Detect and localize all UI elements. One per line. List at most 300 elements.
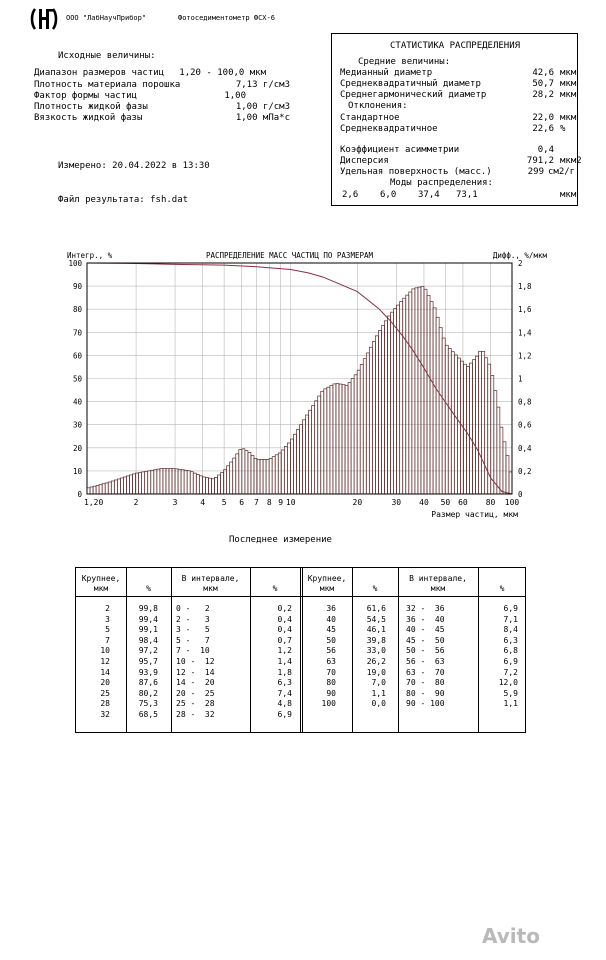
header-coarser-2: мкм [93, 584, 109, 593]
diff-bar [497, 407, 500, 494]
stat-value: 50,7 [532, 79, 554, 89]
table-cell-coarser: 12 [100, 656, 110, 666]
table-cell-interval: 32 - 36 [406, 604, 445, 613]
diff-bar [111, 481, 114, 494]
diff-bar [221, 473, 224, 494]
table-cell-interval: 28 - 32 [176, 709, 215, 719]
diff-bar [403, 298, 406, 494]
stats-title: СТАТИСТИКА РАСПРЕДЕЛЕНИЯ [390, 41, 521, 51]
diff-bar [333, 384, 336, 494]
left-coarser-column [76, 604, 110, 721]
diff-bar [160, 469, 163, 494]
diff-bar [506, 456, 509, 494]
table-cell-pct: 0,0 [371, 699, 386, 709]
input-value: 1,20 - 100,0 мкм [179, 68, 266, 78]
table-cell-pct: 97,2 [138, 646, 158, 656]
table-cell-coarser: 50 [326, 635, 336, 645]
stat-value: 22,0 [532, 113, 554, 123]
input-value: 7,13 г/см3 [235, 80, 290, 90]
diff-bar [424, 289, 427, 494]
diff-bar [245, 451, 248, 494]
result-file: Файл результата: fsh.dat [58, 195, 189, 205]
diff-bar [193, 473, 196, 494]
input-value: 1,00 мПа*с [235, 113, 290, 123]
diff-bar [306, 415, 309, 494]
x-tick: 100 [504, 498, 520, 507]
table-cell-interval: 45 - 50 [406, 635, 445, 645]
diff-bar [339, 384, 342, 494]
table-cell-interval-pct: 6,3 [503, 635, 518, 645]
stat-unit: мкм [560, 90, 577, 100]
diff-bar [342, 385, 345, 494]
modes-unit: мкм [560, 190, 577, 200]
diff-bar [318, 396, 321, 494]
x-tick: 3 [172, 498, 178, 507]
diff-bar [105, 483, 108, 494]
input-name: Вязкость жидкой фазы [34, 113, 143, 123]
diff-bar [148, 471, 151, 494]
diff-bar [400, 301, 403, 494]
table-cell-interval-pct: 6,9 [277, 709, 292, 719]
dev-title: Отклонения: [348, 101, 408, 111]
table-cell-coarser: 90 [326, 688, 336, 698]
x-tick: 4 [200, 498, 206, 507]
diff-bar [99, 485, 102, 494]
table-cell-pct: 68,5 [138, 709, 158, 719]
y-tick-left: 100 [68, 259, 82, 268]
table-cell-interval-pct: 12,0 [498, 678, 518, 688]
y-tick-right: 2 [518, 259, 523, 268]
table-cell-interval: 20 - 25 [176, 688, 215, 698]
diff-bar [375, 336, 378, 494]
table-cell-interval-pct: 6,9 [503, 604, 518, 613]
header-interval-1: В интервале, [409, 574, 467, 583]
stat-name: Удельная поверхность (масс.) [340, 167, 492, 177]
input-name: Плотность материала порошка [34, 80, 181, 90]
device-name: Фотоседиментометр ФСХ-6 [178, 14, 275, 22]
y-tick-right: 0,2 [518, 466, 532, 476]
y-tick-left: 60 [72, 351, 82, 361]
table-cell-interval-pct: 0,4 [277, 625, 292, 635]
table-cell-interval: 90 - 100 [406, 699, 445, 709]
diff-bar [199, 476, 202, 494]
mode-value: 2,6 [342, 190, 359, 200]
table-cell-pct: 1,1 [371, 688, 386, 698]
table-cell-pct: 46,1 [366, 625, 386, 635]
results-table [75, 567, 526, 733]
y-tick-left: 30 [72, 420, 82, 430]
table-cell-coarser: 100 [321, 699, 336, 709]
table-cell-interval: 5 - 7 [176, 635, 210, 645]
header-pct: % [146, 584, 151, 593]
stat-name: Дисперсия [340, 156, 389, 166]
table-cell-interval-pct: 8,4 [503, 625, 518, 635]
stat-value: 28,2 [532, 90, 554, 100]
table-cell-pct: 39,8 [366, 635, 386, 645]
measured-date: Измерено: 20.04.2022 в 13:30 [58, 161, 210, 171]
x-tick: 40 [419, 498, 429, 507]
table-cell-coarser: 25 [100, 688, 110, 698]
table-cell-pct: 99,8 [138, 604, 158, 613]
table-cell-interval: 12 - 14 [176, 667, 215, 677]
diff-bar [133, 474, 136, 494]
mode-value: 6,0 [380, 190, 397, 200]
table-cell-pct: 98,4 [138, 635, 158, 645]
table-cell-interval: 70 - 80 [406, 678, 445, 688]
y-tick-right: 0,8 [518, 397, 532, 407]
stat-unit: % [560, 124, 566, 134]
diff-bar [126, 476, 129, 494]
diff-bar [123, 477, 126, 494]
diff-bar [269, 459, 272, 494]
x-tick: 10 [285, 498, 296, 507]
table-cell-interval-pct: 0,7 [277, 635, 292, 645]
diff-bar [108, 482, 111, 494]
header-interval-1: В интервале, [181, 574, 240, 583]
x-tick: 80 [485, 498, 496, 507]
diff-bar [151, 470, 154, 494]
diff-bar [385, 321, 388, 494]
diff-bar [351, 379, 354, 494]
table-cell-interval: 63 - 70 [406, 667, 445, 677]
table-cell-interval-pct: 1,8 [277, 667, 292, 677]
diff-bar [451, 352, 454, 494]
y-tick-right: 0 [518, 490, 523, 499]
stat-unit: мкм [560, 68, 577, 78]
table-cell-coarser: 20 [100, 678, 110, 688]
diff-bar [181, 470, 184, 494]
diff-bar [482, 351, 485, 494]
diff-bar [284, 446, 287, 494]
y-tick-right: 1,4 [518, 328, 532, 338]
y-tick-right: 1,6 [518, 305, 532, 315]
header-interval-2: мкм [203, 584, 218, 593]
stat-name: Медианный диаметр [340, 68, 433, 78]
input-value: 1,00 [224, 91, 246, 101]
right-coarser-column [302, 604, 336, 710]
diff-bar [315, 401, 318, 494]
table-cell-interval: 0 - 2 [176, 604, 210, 613]
diff-bar [230, 462, 233, 494]
table-cell-interval: 14 - 20 [176, 678, 215, 688]
table-cell-interval: 7 - 10 [176, 646, 210, 656]
diff-bar [242, 449, 245, 494]
right-pct-column [354, 604, 386, 710]
diff-bar [336, 383, 339, 494]
table-cell-interval: 25 - 28 [176, 699, 215, 709]
table-cell-interval: 10 - 12 [176, 656, 215, 666]
diff-bar [491, 375, 494, 494]
table-cell-interval-pct: 7,1 [503, 614, 518, 624]
x-tick: 30 [391, 498, 402, 507]
header-ipct: % [499, 584, 505, 593]
input-value: 1,00 г/см3 [235, 102, 290, 112]
x-tick: 60 [458, 498, 468, 507]
diff-bar [96, 485, 99, 494]
table-cell-interval-pct: 1,1 [503, 699, 518, 709]
left-interval-column [176, 604, 248, 721]
header-coarser-1: Крупнее, [307, 574, 347, 583]
table-cell-interval-pct: 4,8 [277, 699, 292, 709]
table-cell-interval-pct: 0,2 [277, 604, 292, 613]
diff-bar [275, 455, 278, 494]
y-label-left: Интегр., % [67, 251, 113, 260]
table-cell-interval-pct: 1,4 [277, 656, 292, 666]
diff-bar [175, 469, 178, 494]
stat-name: Коэффициент асимметрии [340, 145, 460, 155]
diff-bar [157, 469, 160, 494]
table-cell-coarser: 80 [326, 678, 336, 688]
table-cell-interval-pct: 7,2 [503, 667, 518, 677]
diff-bar [163, 469, 166, 494]
y-tick-right: 1 [518, 374, 523, 384]
diff-bar [369, 347, 372, 494]
diff-bar [139, 472, 142, 494]
mode-value: 37,4 [418, 190, 440, 200]
diff-bar [436, 317, 439, 494]
x-tick: 9 [278, 498, 284, 507]
table-cell-interval-pct: 6,9 [503, 656, 518, 666]
diff-bar [272, 457, 275, 494]
table-cell-interval-pct: 0,4 [277, 614, 292, 624]
table-cell-interval: 40 - 45 [406, 625, 445, 635]
table-cell-pct: 19,0 [366, 667, 386, 677]
input-name: Плотность жидкой фазы [34, 102, 148, 112]
diff-bar [309, 410, 312, 494]
diff-bar [300, 425, 303, 494]
table-cell-interval: 56 - 63 [406, 656, 445, 666]
x-tick: 50 [440, 498, 451, 507]
y-tick-right: 1,8 [518, 282, 532, 292]
table-cell-pct: 7,0 [371, 678, 386, 688]
table-cell-interval-pct: 1,2 [277, 646, 292, 656]
diff-bar [421, 286, 424, 494]
table-cell-pct: 80,2 [138, 688, 158, 698]
table-cell-pct: 33,0 [366, 646, 386, 656]
table-cell-pct: 87,6 [138, 678, 158, 688]
table-cell-coarser: 36 [326, 604, 336, 613]
chart-bars [87, 286, 512, 494]
right-interval-column [406, 604, 478, 710]
table-cell-pct: 99,4 [138, 614, 158, 624]
inputs-title: Исходные величины: [58, 51, 156, 61]
header-coarser-1: Крупнее, [81, 574, 121, 583]
diff-bar [406, 295, 409, 494]
stat-value: 0,4 [537, 145, 554, 155]
input-name: Фактор формы частиц [34, 91, 137, 101]
diff-bar [466, 367, 469, 494]
diff-bar [321, 391, 324, 494]
diff-bar [427, 295, 430, 494]
left-ipct-column [252, 604, 292, 721]
stat-name: Среднеквадратичное [340, 124, 438, 134]
diff-bar [211, 479, 214, 494]
stat-name: Среднегармонический диаметр [340, 90, 487, 100]
stat-value: 299 [527, 167, 544, 177]
y-tick-left: 20 [72, 443, 82, 453]
diff-bar [184, 470, 187, 494]
diff-bar [142, 472, 145, 494]
header-pct: % [372, 584, 378, 593]
table-cell-pct: 75,3 [138, 699, 158, 709]
diff-bar [303, 420, 306, 494]
x-tick: 1,20 [84, 498, 104, 507]
diff-bar [205, 478, 208, 494]
stat-unit: мкм2 [560, 156, 582, 166]
diff-bar [409, 292, 412, 494]
diff-bar [324, 389, 327, 494]
diff-bar [263, 459, 266, 494]
diff-bar [354, 375, 357, 494]
stat-value: 22,6 [532, 124, 554, 134]
diff-bar [208, 478, 211, 494]
diff-bar [114, 480, 117, 494]
table-cell-interval-pct: 6,3 [277, 678, 292, 688]
table-cell-coarser: 70 [326, 667, 336, 677]
diff-bar [102, 484, 105, 494]
diff-bar [257, 459, 260, 494]
diff-bar [397, 305, 400, 494]
diff-bar [430, 302, 433, 494]
mode-value: 73,1 [456, 190, 478, 200]
diff-bar [503, 442, 506, 494]
diff-bar [360, 364, 363, 494]
stat-unit: мкм [560, 113, 577, 123]
y-tick-left: 50 [72, 374, 82, 384]
header-ipct: % [272, 584, 278, 593]
diff-bar [215, 477, 218, 494]
diff-bar [366, 353, 369, 494]
diff-bar [178, 469, 181, 494]
diff-bar [296, 429, 299, 494]
diff-bar [293, 434, 296, 494]
diff-bar [117, 479, 120, 494]
diff-bar [327, 387, 330, 494]
table-cell-coarser: 2 [105, 604, 110, 613]
diff-bar [433, 308, 436, 494]
right-ipct-column [478, 604, 518, 710]
table-cell-interval: 2 - 3 [176, 614, 210, 624]
diff-bar [281, 450, 284, 494]
diff-bar [494, 391, 497, 494]
y-tick-left: 80 [72, 305, 82, 315]
y-tick-right: 1,2 [518, 351, 532, 361]
y-tick-left: 90 [72, 282, 82, 292]
x-tick: 7 [254, 498, 259, 507]
diff-bar [227, 466, 230, 494]
diff-bar [130, 475, 133, 494]
table-cell-coarser: 28 [100, 699, 110, 709]
header-interval-2: мкм [430, 584, 446, 593]
diff-bar [287, 443, 290, 494]
diff-bar [120, 478, 123, 494]
left-pct-column [128, 604, 158, 721]
diff-bar [260, 459, 263, 494]
diff-bar [418, 287, 421, 494]
diff-bar [93, 486, 96, 494]
diff-bar [251, 455, 254, 494]
table-cell-interval: 3 - 5 [176, 625, 210, 635]
stat-name: Среднеквадратичный диаметр [340, 79, 481, 89]
statistics-panel [331, 33, 582, 206]
stat-value: 791,2 [526, 156, 554, 166]
distribution-chart [60, 245, 550, 525]
stat-value: 42,6 [532, 68, 554, 78]
x-tick: 2 [133, 498, 139, 507]
table-cell-pct: 99,1 [138, 625, 158, 635]
x-label: Размер частиц, мкм [431, 510, 518, 519]
diff-bar [248, 452, 251, 494]
y-tick-left: 70 [72, 328, 82, 338]
diff-bar [90, 487, 93, 494]
y-tick-left: 0 [77, 490, 82, 499]
x-tick: 6 [239, 498, 245, 507]
diff-bar [391, 312, 394, 494]
y-tick-left: 10 [72, 466, 82, 476]
y-tick-right: 0,4 [518, 443, 532, 453]
diff-bar [448, 348, 451, 494]
table-cell-coarser: 56 [326, 646, 336, 656]
diff-bar [169, 469, 172, 494]
diff-bar [236, 454, 239, 494]
table-cell-coarser: 40 [326, 614, 336, 624]
diff-bar [500, 427, 503, 494]
last-measurement-label: Последнее измерение [229, 535, 332, 545]
table-cell-coarser: 63 [326, 656, 336, 666]
diff-bar [479, 351, 482, 494]
table-cell-pct: 61,6 [366, 604, 386, 613]
table-cell-coarser: 3 [105, 614, 110, 624]
stat-unit: см2/г [548, 167, 576, 177]
x-tick: 20 [352, 498, 363, 507]
stat-name: Стандартное [340, 113, 400, 123]
diff-bar [312, 406, 315, 494]
diff-bar [473, 360, 476, 494]
x-tick: 8 [266, 498, 272, 507]
y-tick-right: 0,6 [518, 420, 532, 430]
header-coarser-2: мкм [319, 584, 335, 593]
table-cell-coarser: 7 [105, 635, 110, 645]
avito-watermark: Avito [482, 924, 540, 948]
table-cell-interval-pct: 7,4 [277, 688, 292, 698]
table-cell-interval-pct: 5,9 [503, 688, 518, 698]
diff-bar [476, 356, 479, 494]
company-name: ООО "ЛабНаучПрибор" [66, 14, 147, 22]
diff-bar [154, 470, 157, 494]
x-tick: 5 [221, 498, 227, 507]
table-cell-coarser: 45 [326, 625, 336, 635]
avg-title: Средние величины: [358, 57, 451, 67]
diff-bar [266, 459, 269, 494]
diff-bar [218, 475, 221, 494]
diff-bar [415, 288, 418, 494]
table-cell-interval-pct: 6,8 [503, 646, 518, 656]
table-cell-coarser: 5 [105, 625, 110, 635]
table-cell-interval: 50 - 56 [406, 646, 445, 656]
diff-bar [348, 382, 351, 494]
diff-bar [145, 471, 148, 494]
diff-bar [187, 471, 190, 494]
diff-bar [196, 474, 199, 494]
table-cell-coarser: 14 [100, 667, 110, 677]
table-cell-pct: 54,5 [366, 614, 386, 624]
table-cell-pct: 93,9 [138, 667, 158, 677]
table-cell-coarser: 32 [100, 709, 110, 719]
chart-title: РАСПРЕДЕЛЕНИЕ МАСС ЧАСТИЦ ПО РАЗМЕРАМ [205, 251, 374, 260]
table-cell-interval: 80 - 90 [406, 688, 445, 698]
modes-title: Моды распределения: [390, 178, 493, 188]
table-cell-pct: 95,7 [138, 656, 158, 666]
